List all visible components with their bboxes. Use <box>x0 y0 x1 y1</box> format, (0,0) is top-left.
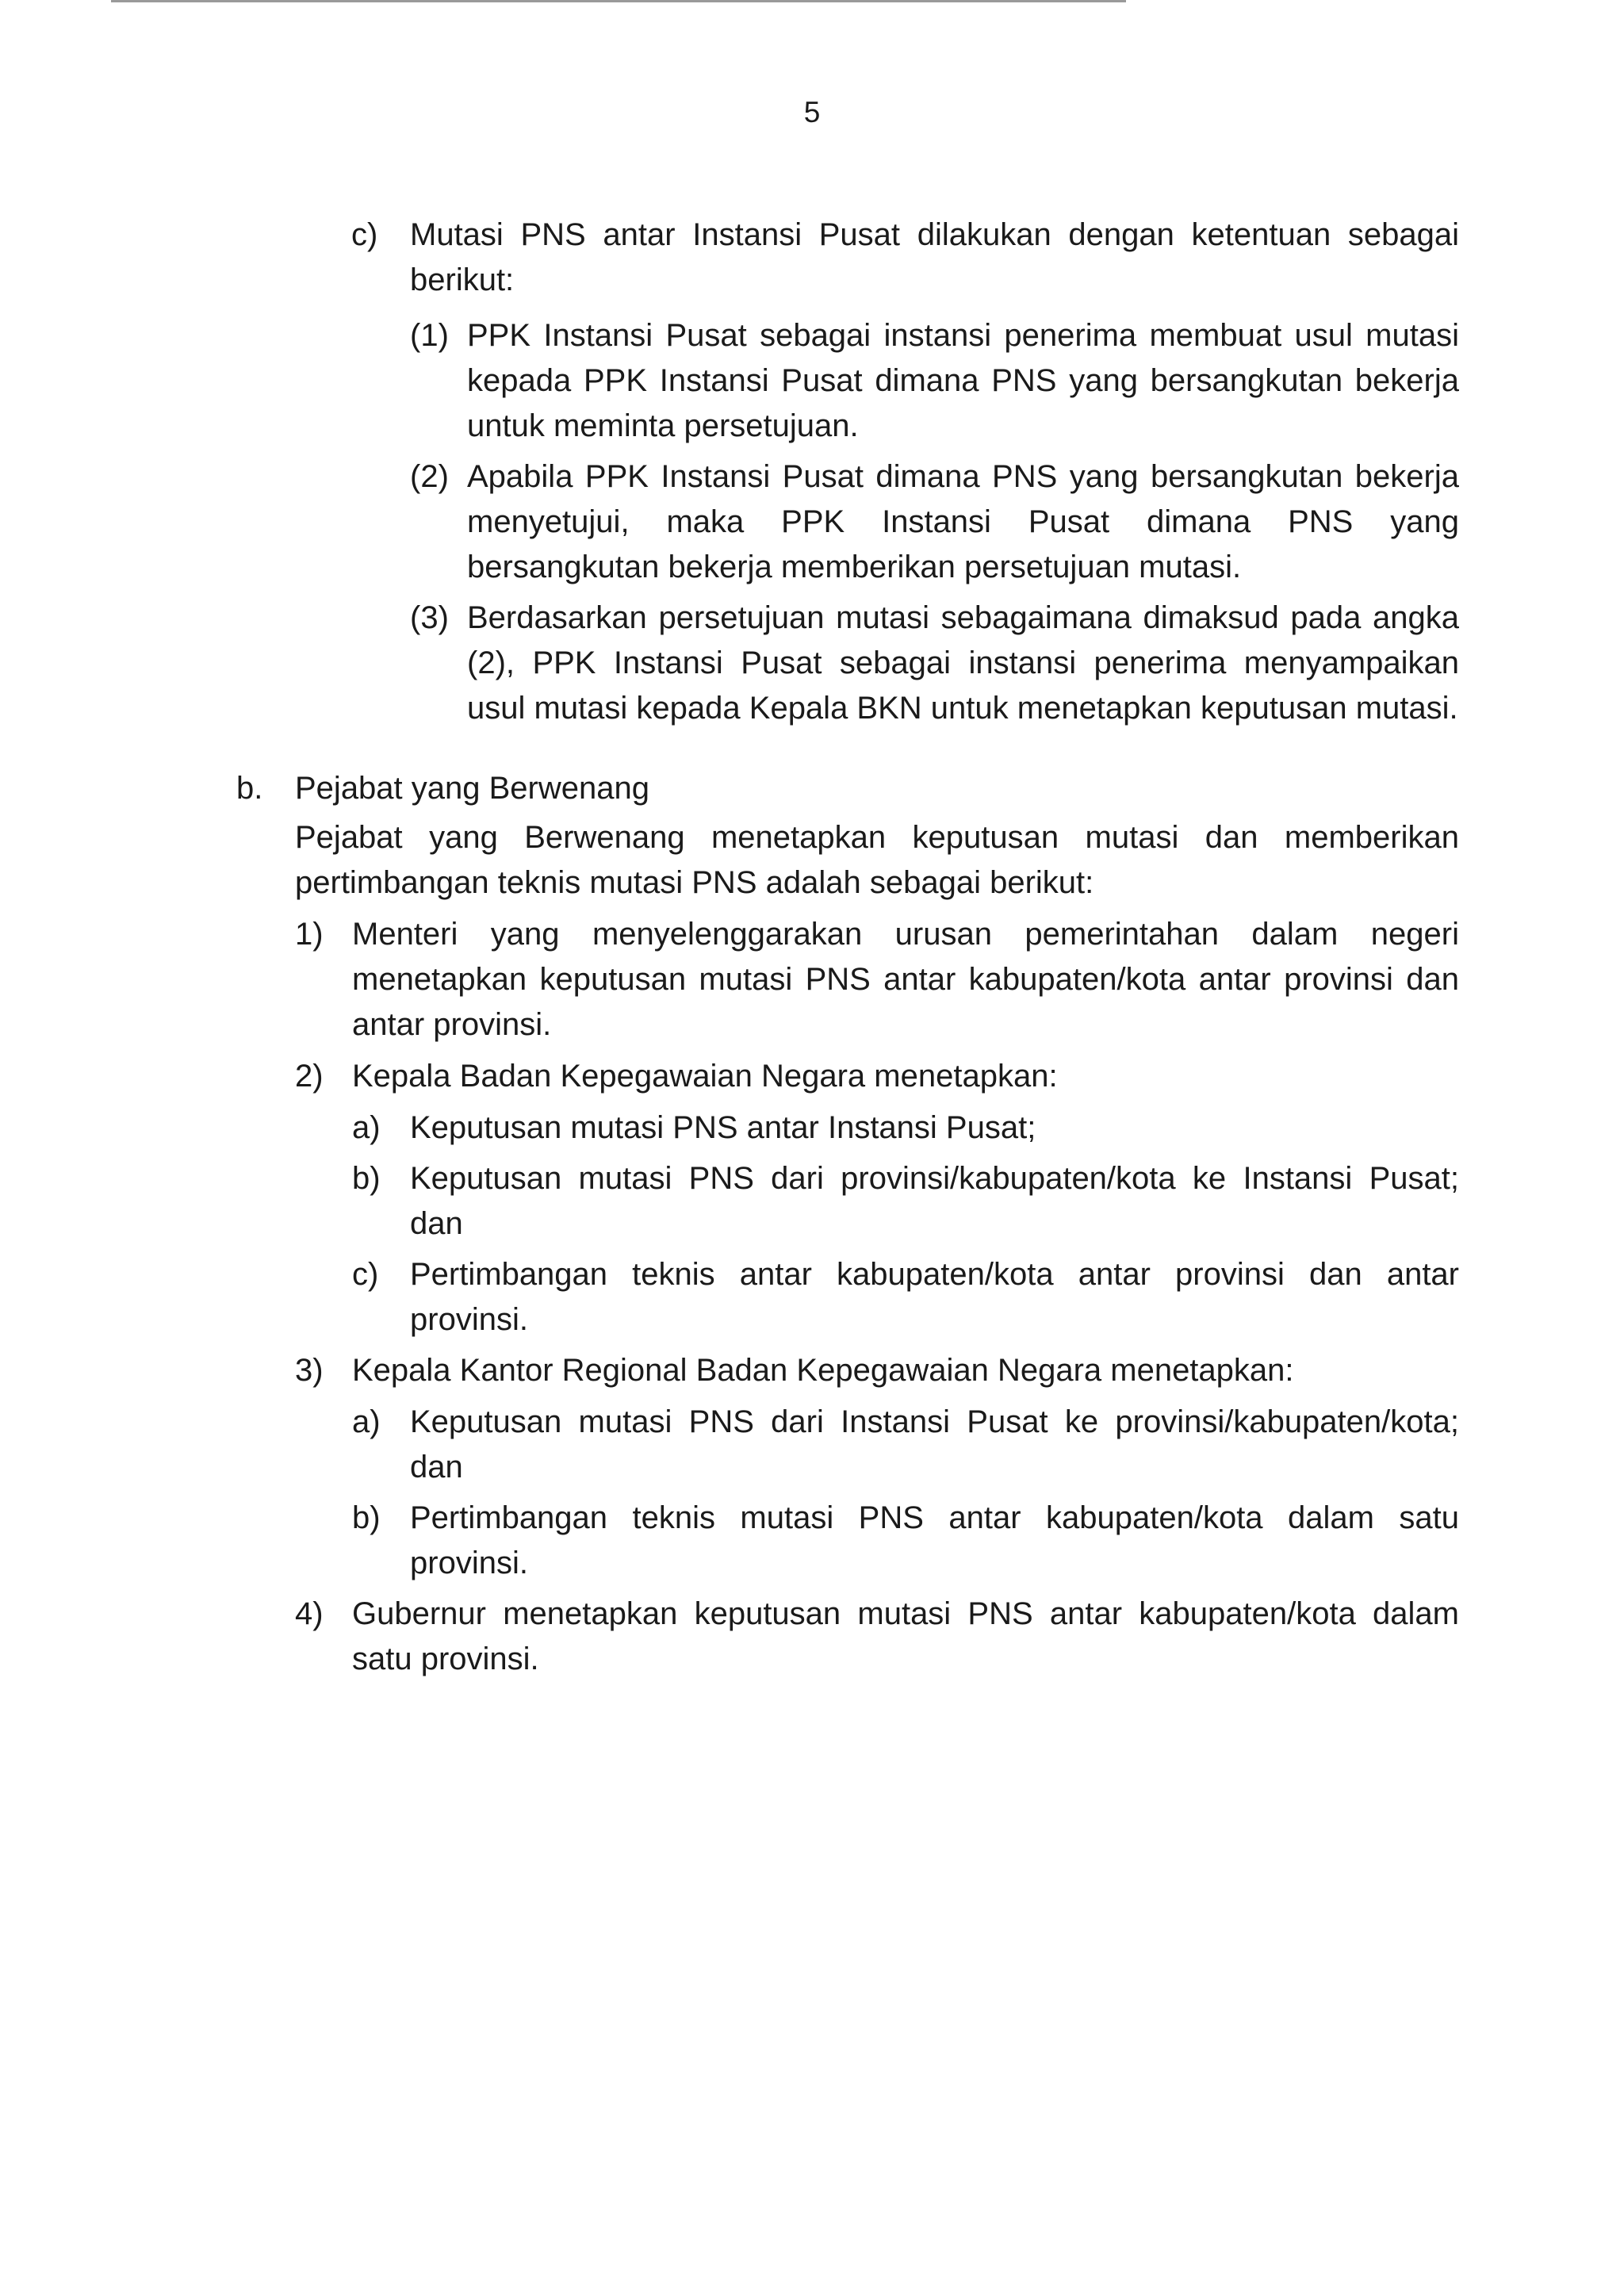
list-marker: 1) <box>295 917 324 952</box>
list-item-text: Mutasi PNS antar Instansi Pusat dilakukan dengan ketentuan sebagai berikut: <box>410 217 1459 297</box>
list-marker: a) <box>352 1404 381 1439</box>
list-item-2-c <box>352 1252 1459 1343</box>
document-body <box>0 213 1624 1688</box>
list-item-text: Keputusan mutasi PNS antar Instansi Pusat; <box>410 1110 1036 1145</box>
list-item-text: Kepala Badan Kepegawaian Negara menetapkan: <box>352 1059 1058 1094</box>
list-marker: b) <box>352 1161 381 1196</box>
list-item-text: Pertimbangan teknis mutasi PNS antar kabupaten/kota dalam satu provinsi. <box>410 1500 1459 1580</box>
list-item-1 <box>295 912 1459 1048</box>
list-item-text: Gubernur menetapkan keputusan mutasi PNS antar kabupaten/kota dalam satu provinsi. <box>352 1596 1459 1676</box>
list-item-3 <box>295 1348 1459 1393</box>
list-marker: (1) <box>410 318 449 353</box>
page-number: 5 <box>803 96 821 128</box>
list-marker: 2) <box>295 1059 324 1094</box>
list-item-3-a <box>352 1400 1459 1490</box>
list-marker: (2) <box>410 459 449 494</box>
top-rule <box>111 0 1126 2</box>
list-marker: b) <box>352 1500 381 1535</box>
list-item-2-b <box>352 1156 1459 1247</box>
list-item-c <box>351 213 1459 303</box>
list-item-2 <box>295 1054 1459 1099</box>
list-item-text: Berdasarkan persetujuan mutasi sebagaimana dimaksud pada angka (2), PPK Instansi Pusat sebagai instansi penerima menyampaikan usul mutasi kepada Kepala BKN untuk menetapkan keputusan mutasi. <box>467 600 1459 726</box>
list-marker: c) <box>352 1257 379 1292</box>
list-item-3-b <box>352 1496 1459 1586</box>
list-item-text: Keputusan mutasi PNS dari provinsi/kabupaten/kota ke Instansi Pusat; dan <box>410 1161 1459 1241</box>
list-marker: a) <box>352 1110 381 1145</box>
list-item-text: Kepala Kantor Regional Badan Kepegawaian Negara menetapkan: <box>352 1353 1294 1388</box>
sublist-c <box>0 313 1624 731</box>
list-marker: 3) <box>295 1353 324 1388</box>
section-b-heading <box>236 766 1459 811</box>
list-item-c-2 <box>410 454 1459 590</box>
list-item-text: Keputusan mutasi PNS dari Instansi Pusat ke provinsi/kabupaten/kota; dan <box>410 1404 1459 1485</box>
list-marker: c) <box>351 217 378 252</box>
list-item-text: PPK Instansi Pusat sebagai instansi penerima membuat usul mutasi kepada PPK Instansi Pusat dimana PNS yang bersangkutan bekerja untuk meminta persetujuan. <box>467 318 1459 443</box>
section-b-intro: Pejabat yang Berwenang menetapkan keputusan mutasi dan memberikan pertimbangan teknis mutasi PNS adalah sebagai berikut: <box>295 820 1459 900</box>
list-marker: (3) <box>410 600 449 635</box>
list-item-c-1 <box>410 313 1459 449</box>
section-title: Pejabat yang Berwenang <box>295 771 649 806</box>
list-item-text: Menteri yang menyelenggarakan urusan pemerintahan dalam negeri menetapkan keputusan mutasi PNS antar kabupaten/kota antar provinsi dan antar provinsi. <box>352 917 1459 1042</box>
list-item-text: Pertimbangan teknis antar kabupaten/kota antar provinsi dan antar provinsi. <box>410 1257 1459 1337</box>
list-item-4 <box>295 1592 1459 1682</box>
section-marker: b. <box>236 771 263 806</box>
sublist-3 <box>0 1400 1624 1586</box>
list-item-text: Apabila PPK Instansi Pusat dimana PNS yang bersangkutan bekerja menyetujui, maka PPK Instansi Pusat dimana PNS yang bersangkutan bekerja memberikan persetujuan mutasi. <box>467 459 1459 584</box>
list-item-2-a <box>352 1105 1459 1151</box>
list-marker: 4) <box>295 1596 324 1631</box>
sublist-2 <box>0 1105 1624 1343</box>
list-item-c-3 <box>410 596 1459 731</box>
